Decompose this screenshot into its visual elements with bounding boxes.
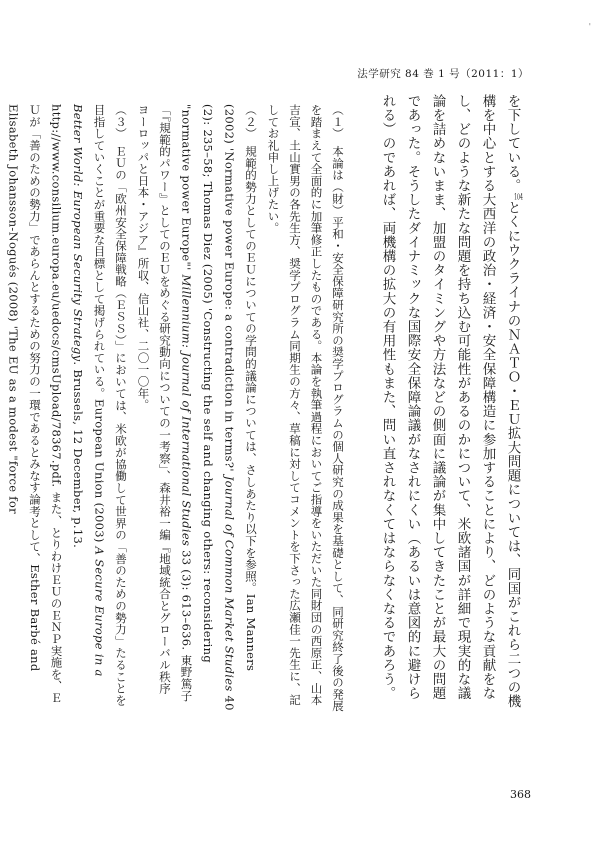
footnote-3-text: （３） ＥＵの「欧州安全保障戦略（ＥＳＳ）」においては、米欧が協働して世界の「善のための勢力」たることを目指していくことが重要な目標として掲げられている。European Union (2003) [92, 104, 128, 707]
running-head: 法学研究 84 巻 1 号（2011：1） [357, 68, 529, 80]
footnote-2-text: 33 (3): 613–636. 東野篤子「『規範的パワー』としてのＥＵをめぐる研究動向についての一考察」、森井裕一編『地域統合とグローバル秩序 ヨーロッパと日本・アジア』所収、信山社、二〇一〇年。 [136, 104, 194, 707]
para-rest: とくにウクライナのＮＡＴＯ・ＥＵ拡大問題については、同国がこれら二つの機構を中心とする大西洋の政治・経済・安全保障構造に参加することにより、どのような貢献をなし、どのような新たな問題を持ち込む可能性があるのかについて、米欧諸国が詳細で現実的な議論を詰めないまま、加盟のタイミングや方法などの側面に議論が集中してきたことが最大の問題であった。そうしたダイナミックな国際安全保障論議がなされにくい（あるいは意図的に避けられる）のであれば、両機構の拡大の有用性もまた、問い直されなくてはならなくなるであろう。 [379, 94, 521, 709]
footnote-3 [2, 104, 131, 714]
page-number: 368 [510, 788, 531, 801]
footnotes [6, 104, 348, 714]
document-title: A Secure Europe in a Better World: European Security Strategy [71, 104, 107, 677]
footnote-2-text: （２） 規範的勢力としてのＥＵについての学問的議論については、さしあたり以下を参照。Ian Manners (2002) 'Normative power Europe: a contradiction in terms?' [222, 104, 258, 672]
note-reference: 104 [514, 192, 523, 201]
footnote-3-text: . Brussels, 12 December, p.13. http://www.consilium.europa.eu/uedocs/cmsUpload/78367.pdf. また、とりわけＥＵのＥＮＰ実施を、ＥＵが「善のための勢力」であらんとするための努力の一環であるとみなす論考として、Esther Barbé and Elisabeth Johansson-Nogués (2008) 'The EU as a modest "force for [6, 104, 85, 704]
footnote-2-text: 40 (2): 235–58; Thomas Diez (2005) 'Constructing the self and changing others: reconsidering "normative power Europe"' [179, 104, 237, 711]
main-text [375, 94, 532, 714]
footnote-1: （１） 本論は（財）平和・安全保障研究所の奨学プログラムの個人研究の成果を基礎として、同研究終了後の発展を踏まえて全面的に加筆修正したものである。本論を執筆過程においてご指導をいただいた同財団の西原正、山本吉宣、土山實男の各先生方、奨学プログラム同期生の方々、草稿に対してコメントを下さった広瀬佳一先生に、記してお礼申し上げたい。 [266, 104, 345, 712]
footnote-2 [132, 104, 261, 714]
corner-mark: ' [588, 22, 591, 31]
para-start: を下している。 [504, 94, 521, 193]
body-paragraph [375, 94, 532, 714]
journal-title: Millennium: Journal of International Studies [179, 274, 194, 547]
journal-title: Journal of Common Market Studies [222, 475, 237, 692]
